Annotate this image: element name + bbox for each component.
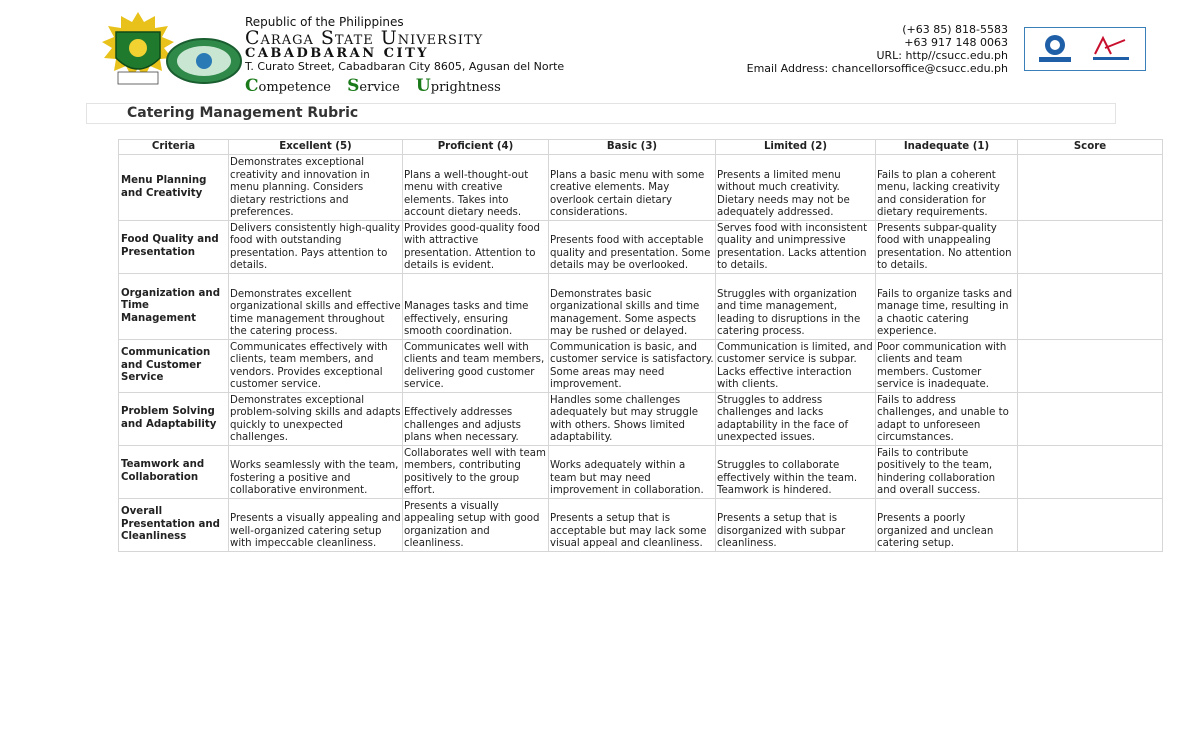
motto-uprightness: Uprightness xyxy=(415,76,501,96)
table-row xyxy=(119,499,1163,552)
criteria-cell: Menu Planning and Creativity xyxy=(119,155,229,221)
score-cell[interactable] xyxy=(1018,393,1163,446)
table-row xyxy=(119,274,1163,340)
document-title-bar xyxy=(86,103,1116,124)
motto-initial: S xyxy=(347,76,360,96)
inadequate-cell: Poor communication with clients and team members. Customer service is inadequate. xyxy=(876,340,1018,393)
score-cell[interactable] xyxy=(1018,499,1163,552)
limited-cell: Struggles to address challenges and lacks adaptability in the face of unexpected issues. xyxy=(716,393,876,446)
score-cell[interactable] xyxy=(1018,340,1163,393)
excellent-cell: Works seamlessly with the team, fostering a positive and collaborative environment. xyxy=(229,446,403,499)
score-cell[interactable] xyxy=(1018,274,1163,340)
limited-cell: Serves food with inconsistent quality and unimpressive presentation. Lacks attention to details. xyxy=(716,221,876,274)
basic-cell: Communication is basic, and customer service is satisfactory. Some areas may need improvement. xyxy=(549,340,716,393)
contact-info xyxy=(747,23,1008,75)
university-address: T. Curato Street, Cabadbaran City 8605, Agusan del Norte xyxy=(245,60,565,73)
criteria-cell: Communication and Customer Service xyxy=(119,340,229,393)
table-row xyxy=(119,221,1163,274)
excellent-cell: Demonstrates exceptional problem-solving skills and adapts quickly to unexpected challenges. xyxy=(229,393,403,446)
header-excellent: Excellent (5) xyxy=(229,140,403,155)
document-title: Catering Management Rubric xyxy=(127,105,359,121)
campus-seal-logo xyxy=(165,38,243,84)
criteria-cell: Problem Solving and Adaptability xyxy=(119,393,229,446)
university-info xyxy=(245,15,564,96)
phone-2: +63 917 148 0063 xyxy=(904,36,1008,49)
criteria-cell: Food Quality and Presentation xyxy=(119,221,229,274)
motto-competence: Competence xyxy=(245,76,331,96)
excellent-cell: Demonstrates excellent organizational skills and effective time management throughout the catering process. xyxy=(229,274,403,340)
inadequate-cell: Presents a poorly organized and unclean catering setup. xyxy=(876,499,1018,552)
header-score: Score xyxy=(1018,140,1163,155)
proficient-cell: Effectively addresses challenges and adjusts plans when necessary. xyxy=(403,393,549,446)
header-row xyxy=(119,140,1163,155)
header-limited: Limited (2) xyxy=(716,140,876,155)
website-url: URL: http//csucc.edu.ph xyxy=(876,49,1008,62)
table-row xyxy=(119,155,1163,221)
header-proficient: Proficient (4) xyxy=(403,140,549,155)
proficient-cell: Presents a visually appealing setup with good organization and cleanliness. xyxy=(403,499,549,552)
phone-1: (+63 85) 818-5583 xyxy=(902,23,1008,36)
email-address: Email Address: chancellorsoffice@csucc.edu.ph xyxy=(746,62,1008,75)
header-basic: Basic (3) xyxy=(549,140,716,155)
proficient-cell: Communicates well with clients and team members, delivering good customer service. xyxy=(403,340,549,393)
motto-initial: U xyxy=(415,76,431,96)
limited-cell: Struggles to collaborate effectively within the team. Teamwork is hindered. xyxy=(716,446,876,499)
proficient-cell: Collaborates well with team members, contributing positively to the group effort. xyxy=(403,446,549,499)
score-cell[interactable] xyxy=(1018,155,1163,221)
proficient-cell: Manages tasks and time effectively, ensuring smooth coordination. xyxy=(403,274,549,340)
table-row xyxy=(119,340,1163,393)
criteria-cell: Organization and Time Management xyxy=(119,274,229,340)
inadequate-cell: Presents subpar-quality food with unappealing presentation. No attention to details. xyxy=(876,221,1018,274)
motto-initial: C xyxy=(245,76,259,96)
limited-cell: Presents a limited menu without much creativity. Dietary needs may not be adequately addressed. xyxy=(716,155,876,221)
limited-cell: Communication is limited, and customer service is subpar. Lacks effective interaction with clients. xyxy=(716,340,876,393)
basic-cell: Works adequately within a team but may need improvement in collaboration. xyxy=(549,446,716,499)
criteria-cell: Teamwork and Collaboration xyxy=(119,446,229,499)
rubric-table xyxy=(118,139,1163,552)
inadequate-cell: Fails to contribute positively to the team, hindering collaboration and overall success. xyxy=(876,446,1018,499)
excellent-cell: Demonstrates exceptional creativity and innovation in menu planning. Considers dietary restrictions and preferences. xyxy=(229,155,403,221)
basic-cell: Presents food with acceptable quality and presentation. Some details may be overlooked. xyxy=(549,221,716,274)
excellent-cell: Presents a visually appealing and well-organized catering setup with impeccable cleanliness. xyxy=(229,499,403,552)
basic-cell: Presents a setup that is acceptable but may lack some visual appeal and cleanliness. xyxy=(549,499,716,552)
table-row xyxy=(119,446,1163,499)
excellent-cell: Delivers consistently high-quality food with outstanding presentation. Pays attention to details. xyxy=(229,221,403,274)
motto xyxy=(245,76,564,96)
proficient-cell: Provides good-quality food with attractive presentation. Attention to details is evident. xyxy=(403,221,549,274)
score-cell[interactable] xyxy=(1018,446,1163,499)
table-row xyxy=(119,393,1163,446)
republic-line: Republic of the Philippines xyxy=(245,15,404,29)
inadequate-cell: Fails to organize tasks and manage time, resulting in a chaotic catering experience. xyxy=(876,274,1018,340)
inadequate-cell: Fails to address challenges, and unable to adapt to unforeseen circumstances. xyxy=(876,393,1018,446)
score-cell[interactable] xyxy=(1018,221,1163,274)
certification-badges xyxy=(1024,27,1146,71)
inadequate-cell: Fails to plan a coherent menu, lacking creativity and consideration for dietary requirements. xyxy=(876,155,1018,221)
header-inadequate: Inadequate (1) xyxy=(876,140,1018,155)
campus-name: CABADBARAN CITY xyxy=(245,46,430,61)
basic-cell: Plans a basic menu with some creative elements. May overlook certain dietary considerations. xyxy=(549,155,716,221)
basic-cell: Demonstrates basic organizational skills and time management. Some aspects may be rushed or delayed. xyxy=(549,274,716,340)
excellent-cell: Communicates effectively with clients, team members, and vendors. Provides exceptional customer service. xyxy=(229,340,403,393)
limited-cell: Presents a setup that is disorganized with subpar cleanliness. xyxy=(716,499,876,552)
proficient-cell: Plans a well-thought-out menu with creative elements. Takes into account dietary needs. xyxy=(403,155,549,221)
motto-service: Service xyxy=(347,76,400,96)
letterhead xyxy=(0,0,1200,95)
criteria-cell: Overall Presentation and Cleanliness xyxy=(119,499,229,552)
limited-cell: Struggles with organization and time management, leading to disruptions in the catering process. xyxy=(716,274,876,340)
university-name: Caraga State University xyxy=(245,27,484,49)
header-criteria: Criteria xyxy=(119,140,229,155)
basic-cell: Handles some challenges adequately but may struggle with others. Shows limited adaptability. xyxy=(549,393,716,446)
